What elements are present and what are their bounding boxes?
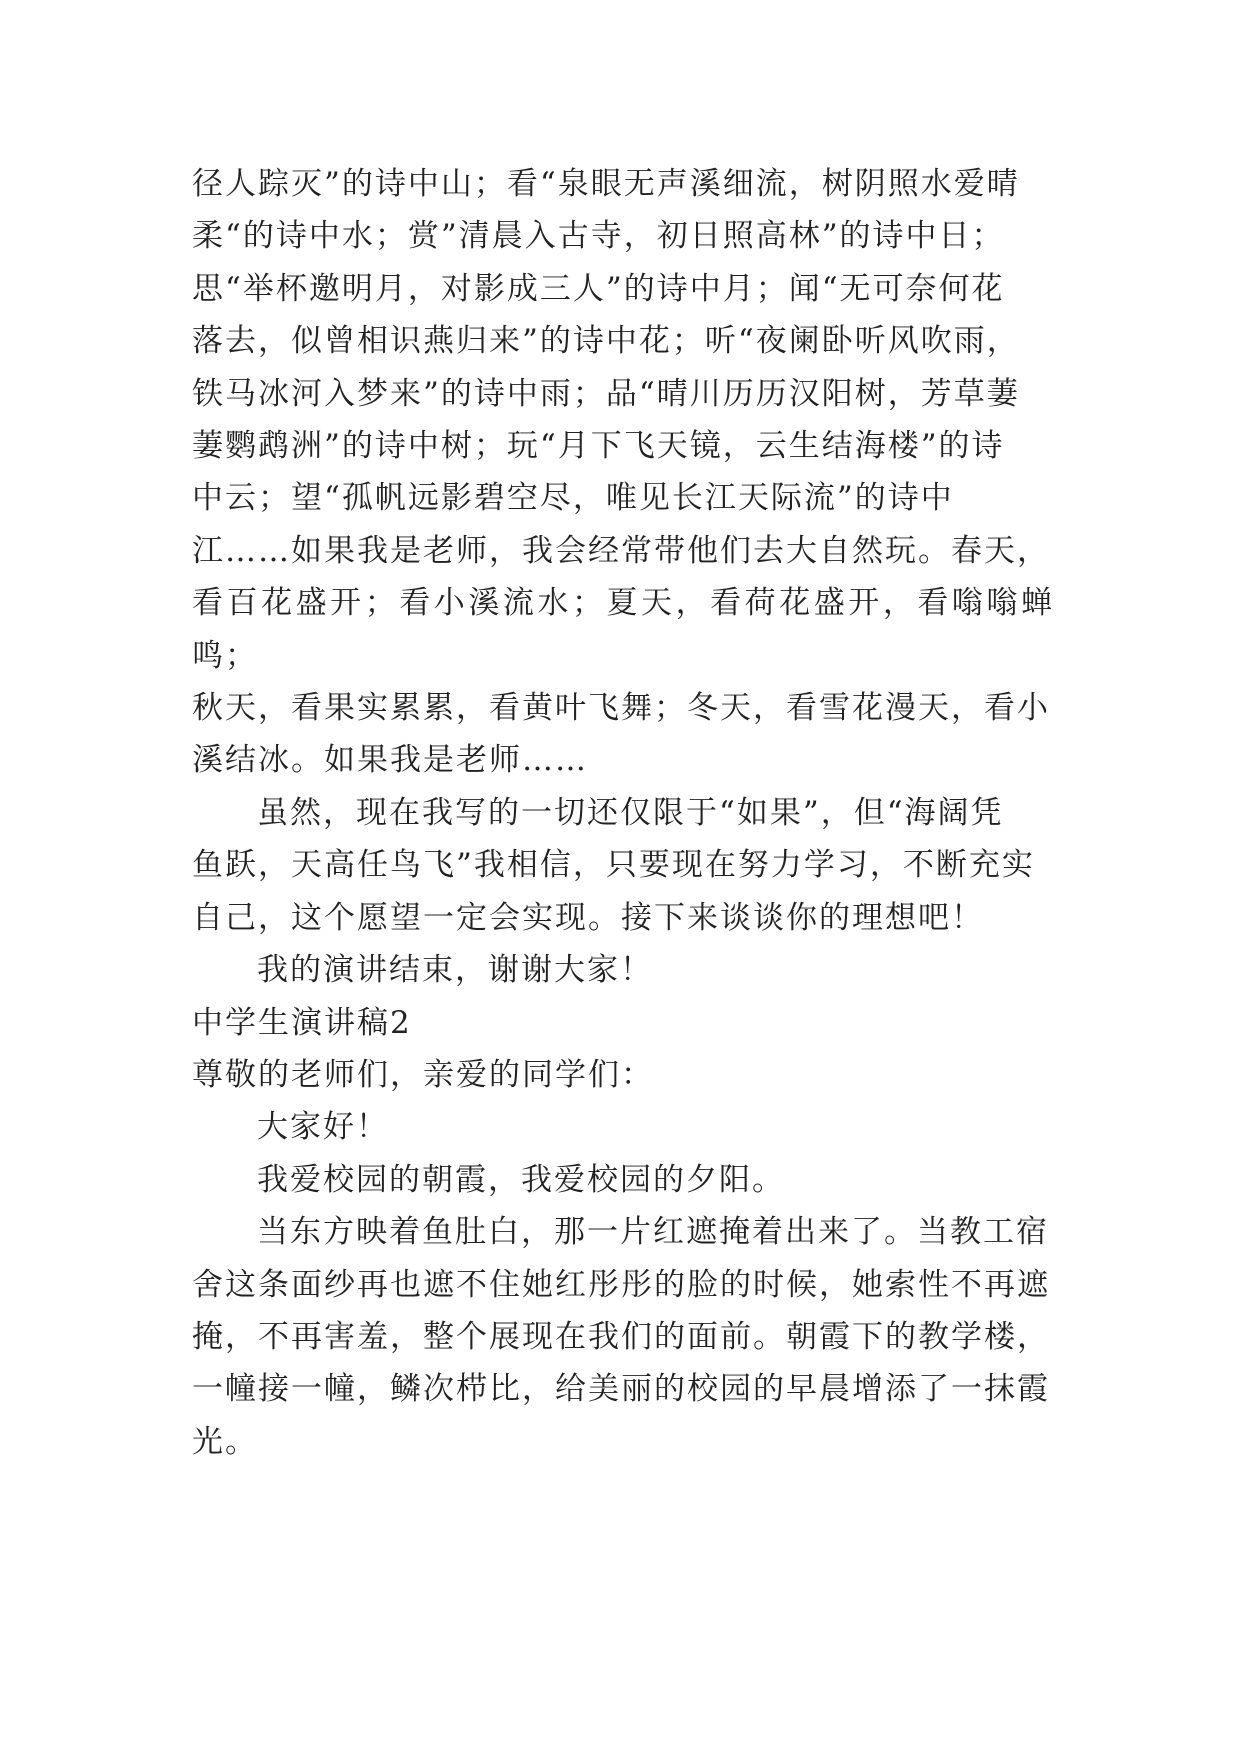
paragraph-poems: 径人踪灭”的诗中山；看“泉眼无声溪细流，树阴照水爱晴 柔“的诗中水；赏”清晨入古寺，初日照高林”的诗中日； 思“举杯邀明月，对影成三人”的诗中月；闻“无可奈何花 落去，似曾相识燕归来”的诗中花；听“夜阑卧听风吹雨， 铁马冰河入梦来”的诗中雨；品“晴川历历汉阳树，芳草萋 萋鹦鹉洲”的诗中树；玩“月下飞天镜，云生结海楼”的诗 中云；望“孤帆远影碧空尽，唯见长江天际流”的诗中 江……如果我是老师，我会经常带他们去大自然玩。春天， 看百花盛开；看小溪流水；夏天，看荷花盛开，看嗡嗡蝉鸣； 秋天，看果实累累，看黄叶飞舞；冬天，看雪花漫天，看小 溪结冰。如果我是老师…… <box>192 166 1054 779</box>
document-body <box>192 158 1054 1468</box>
paragraph-morning: 当东方映着鱼肚白，那一片红遮掩着出来了。当教工宿 舍这条面纱再也遮不住她红彤彤的脸的时候，她索性不再遮 掩，不再害羞，整个展现在我们的面前。朝霞下的教学楼， 一幢接一幢，鳞次栉比，给美丽的校园的早晨增添了一抹霞 光。 <box>192 1214 1050 1460</box>
greeting: 大家好！ <box>257 1109 389 1146</box>
section-heading: 中学生演讲稿2 <box>192 1004 412 1041</box>
paragraph-conclusion: 虽然，现在我写的一切还仅限于“如果”，但“海阔凭 鱼跃，天高任鸟飞”我相信，只要现在努力学习，不断充实 自己，这个愿望一定会实现。接下来谈谈你的理想吧！ <box>192 794 1035 936</box>
paragraph-intro: 我爱校园的朝霞，我爱校园的夕阳。 <box>257 1161 785 1198</box>
salutation: 尊敬的老师们，亲爱的同学们： <box>192 1056 654 1093</box>
paragraph-closing: 我的演讲结束，谢谢大家！ <box>257 952 653 989</box>
